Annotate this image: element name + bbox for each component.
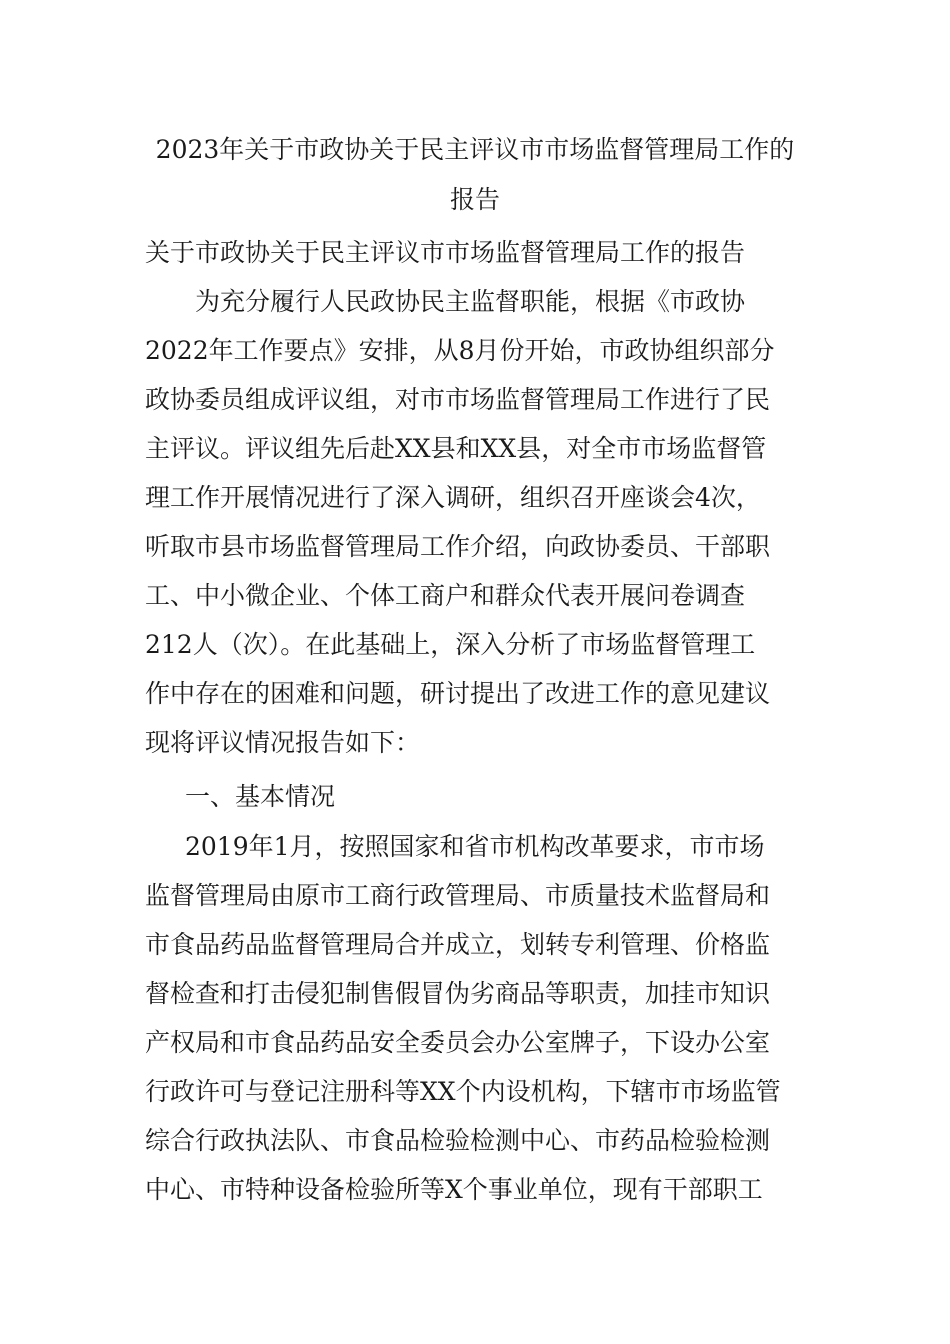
paragraph-2-line-7: 综合行政执法队、市食品检验检测中心、市药品检验检测 xyxy=(145,1126,771,1155)
paragraph-2-line-1: 2019年1月，按照国家和省市机构改革要求，市市场 xyxy=(185,832,765,861)
document-title-line-2: 报告 xyxy=(449,185,500,214)
paragraph-1-line-8: 212人（次）。在此基础上，深入分析了市场监督管理工 xyxy=(145,630,756,659)
paragraph-1-line-7: 工、中小微企业、个体工商户和群众代表开展问卷调查 xyxy=(145,581,746,610)
paragraph-2-line-5: 产权局和市食品药品安全委员会办公室牌子，下设办公室 xyxy=(145,1028,771,1057)
paragraph-1-line-1: 为充分履行人民政协民主监督职能，根据《市政协 xyxy=(195,287,746,316)
paragraph-1-line-3: 政协委员组成评议组，对市市场监督管理局工作进行了民 xyxy=(145,385,771,414)
paragraph-2-line-8: 中心、市特种设备检验所等X个事业单位，现有干部职工 xyxy=(145,1175,763,1204)
paragraph-1-line-4: 主评议。评议组先后赴XX县和XX县，对全市市场监督管 xyxy=(145,434,767,463)
paragraph-1-line-6: 听取市县市场监督管理局工作介绍，向政协委员、干部职 xyxy=(145,532,771,561)
document-subtitle: 关于市政协关于民主评议市市场监督管理局工作的报告 xyxy=(145,238,746,267)
paragraph-1-line-5: 理工作开展情况进行了深入调研，组织召开座谈会4次， xyxy=(145,483,761,512)
paragraph-1-line-10: 现将评议情况报告如下： xyxy=(145,728,421,757)
document-title-line-1: 2023年关于市政协关于民主评议市市场监督管理局工作的 xyxy=(155,135,795,164)
paragraph-2-line-2: 监督管理局由原市工商行政管理局、市质量技术监督局和 xyxy=(145,881,771,910)
paragraph-2-line-3: 市食品药品监督管理局合并成立，划转专利管理、价格监 xyxy=(145,930,771,959)
section-heading-basic-situation: 一、基本情况 xyxy=(185,782,336,811)
paragraph-1-line-2: 2022年工作要点》安排，从8月份开始，市政协组织部分 xyxy=(145,336,775,365)
paragraph-2-line-4: 督检查和打击侵犯制售假冒伪劣商品等职责，加挂市知识 xyxy=(145,979,771,1008)
paragraph-1-line-9: 作中存在的困难和问题，研讨提出了改进工作的意见建议 xyxy=(145,679,771,708)
paragraph-2-line-6: 行政许可与登记注册科等XX个内设机构，下辖市市场监管 xyxy=(145,1077,781,1106)
